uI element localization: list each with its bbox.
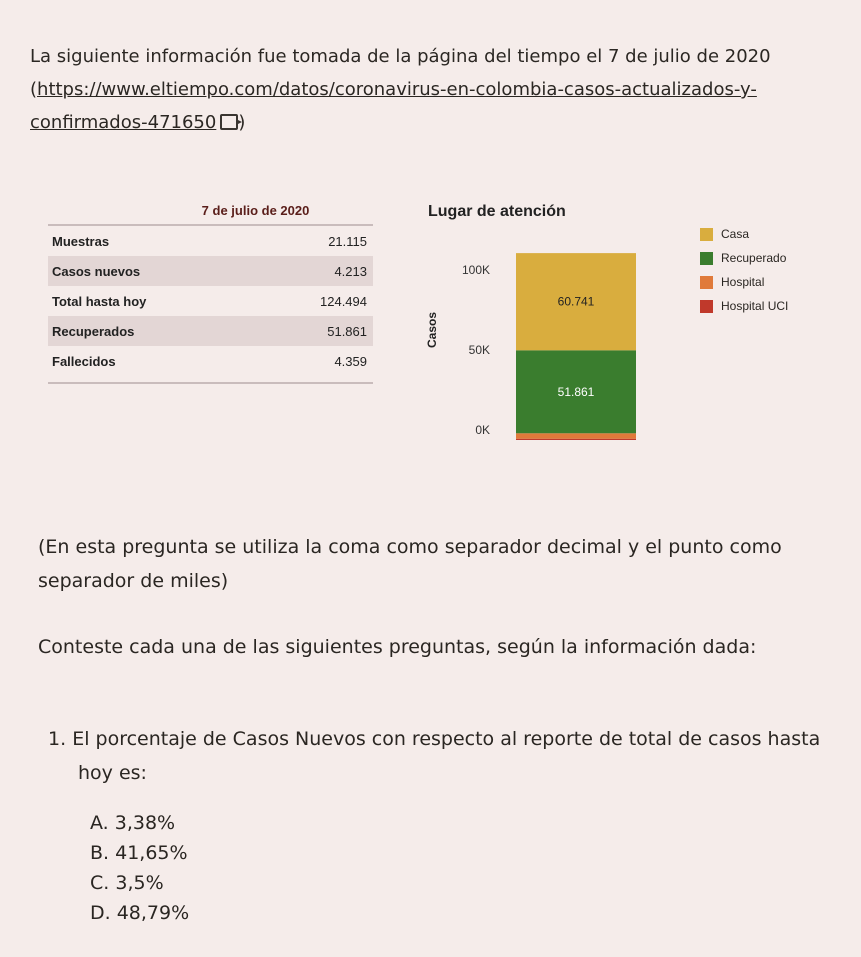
y-axis-label: Casos: [425, 311, 439, 349]
option-text: 48,79%: [116, 902, 190, 924]
option-text: 3,5%: [115, 872, 164, 894]
stat-value: 21.115: [328, 233, 367, 249]
stat-row-muestras: [48, 226, 373, 256]
separator-note: (En esta pregunta se utiliza la coma como separador decimal y el punto como separador de miles): [38, 536, 782, 592]
question-body: [38, 722, 838, 790]
stats-divider: [48, 382, 373, 384]
option-text: 3,38%: [114, 812, 176, 834]
legend-label: Hospital UCI: [721, 299, 789, 313]
intro-paragraph: [30, 40, 830, 139]
option-letter: C.: [90, 872, 110, 894]
option-letter: B.: [90, 842, 110, 864]
y-tick-label: 0K: [475, 423, 490, 437]
intro-text: La siguiente información fue tomada de la página del tiempo el 7 de julio de 2020 (: [30, 46, 771, 100]
answer-options: [90, 808, 189, 928]
data-label: 51.861: [557, 384, 595, 399]
option-b[interactable]: [90, 838, 189, 868]
legend-item-hospital: [700, 270, 788, 294]
chart-legend: [700, 222, 788, 318]
y-tick-label: 100K: [461, 263, 490, 277]
stats-title: 7 de julio de 2020: [48, 200, 373, 226]
external-link-icon[interactable]: [220, 114, 238, 130]
stat-label: Total hasta hoy: [52, 293, 147, 309]
chart-title: Lugar de atención: [428, 203, 566, 220]
legend-label: Casa: [721, 227, 750, 241]
question-text: El porcentaje de Casos Nuevos con respecto al reporte de total de casos hasta hoy es:: [72, 728, 821, 784]
stat-value: 51.861: [327, 323, 367, 339]
intro-closing: ): [238, 112, 246, 133]
instructions: Conteste cada una de las siguientes preguntas, según la información dada:: [38, 636, 757, 658]
option-text: 41,65%: [115, 842, 188, 864]
source-link[interactable]: https://www.eltiempo.com/datos/coronavirus-en-colombia-casos-actualizados-y-confirmados-471650: [30, 79, 757, 133]
option-d[interactable]: [90, 898, 189, 928]
option-a[interactable]: [90, 808, 189, 838]
legend-item-casa: [700, 222, 788, 246]
stat-value: 124.494: [320, 293, 367, 309]
legend-item-hospital-uci: [700, 294, 788, 318]
question-1: [38, 722, 838, 790]
stat-label: Fallecidos: [52, 353, 116, 369]
legend-swatch: [700, 300, 713, 313]
legend-item-recuperado: [700, 246, 788, 270]
option-letter: D.: [90, 902, 111, 924]
stat-value: 4.359: [334, 353, 367, 369]
legend-swatch: [700, 252, 713, 265]
stat-label: Recuperados: [52, 323, 135, 339]
bar-segment-hospital-uci: [516, 439, 636, 440]
data-label: 60.741: [557, 294, 595, 309]
option-letter: A.: [90, 812, 109, 834]
stats-table: [48, 200, 373, 384]
stat-label: Muestras: [52, 233, 110, 249]
legend-label: Recuperado: [721, 251, 787, 265]
stat-value: 4.213: [334, 263, 367, 279]
option-c[interactable]: [90, 868, 189, 898]
question-number: 1.: [48, 728, 67, 750]
legend-swatch: [700, 228, 713, 241]
bar-segment-hospital: [516, 433, 636, 438]
stat-row-total: [48, 286, 373, 316]
stat-row-casos-nuevos: [48, 256, 373, 286]
stat-label: Casos nuevos: [52, 263, 141, 279]
stacked-bar-chart: [420, 240, 660, 450]
legend-label: Hospital: [721, 275, 765, 289]
stat-row-fallecidos: [48, 346, 373, 376]
legend-swatch: [700, 276, 713, 289]
y-tick-label: 50K: [468, 343, 490, 357]
stat-row-recuperados: [48, 316, 373, 346]
